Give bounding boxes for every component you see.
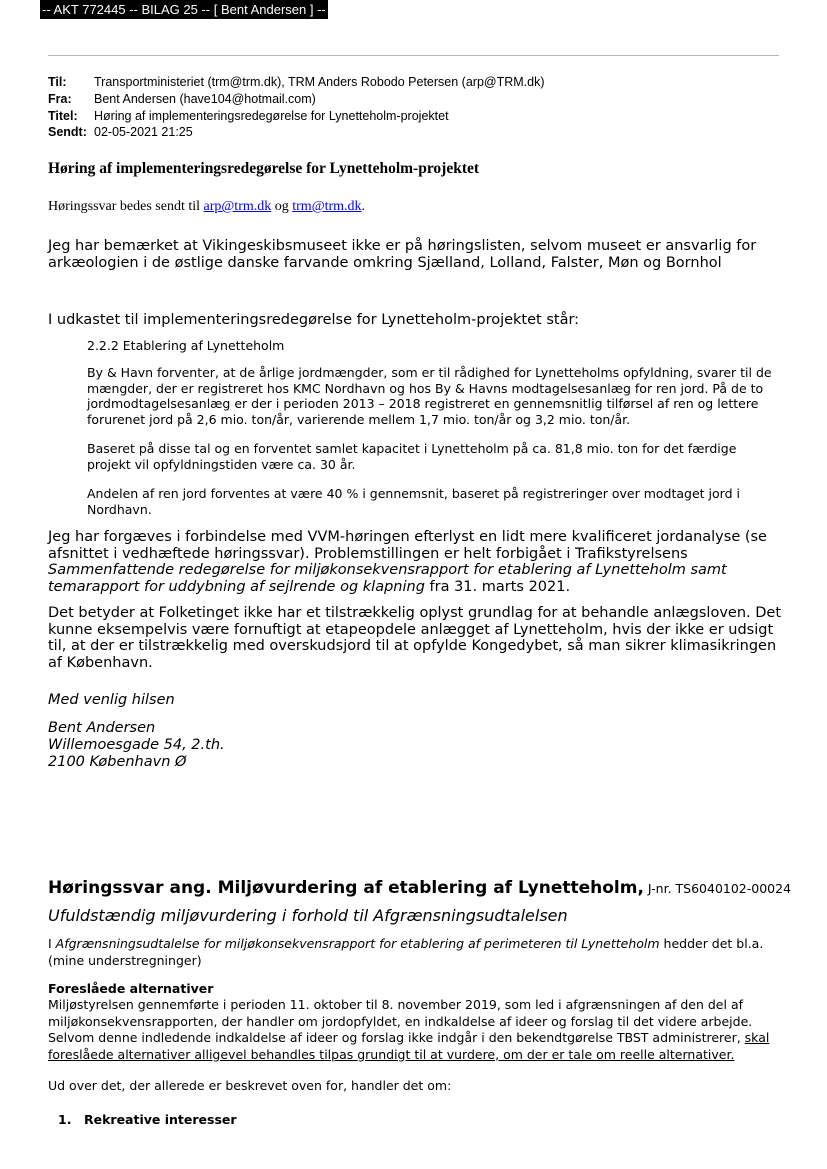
- from-value: Bent Andersen (have104@hotmail.com): [94, 92, 316, 106]
- quote-paragraph-3: Andelen af ren jord forventes at være 40 % i gennemsnit, baseret på registreringer over modtaget jord i Nordhavn.: [87, 486, 740, 517]
- quote-paragraph-2: Baseret på disse tal og en forventet samlet kapacitet i Lynetteholm på ca. 81,8 mio. ton for det færdige projekt vil opfyldningstiden være ca. 30 år.: [87, 441, 737, 472]
- request-mid: og: [271, 199, 293, 214]
- request-line: [48, 199, 365, 215]
- report-title: Sammenfattende redegørelse for miljøkonsekvensrapport for etablering af Lynetteholm samt temarapport for uddybning af sejlrende og klapning: [48, 562, 727, 595]
- header-divider: [48, 55, 779, 56]
- paragraph-soil-text-b: fra 31. marts 2021.: [424, 578, 571, 595]
- sent-value: 02-05-2021 21:25: [94, 125, 193, 139]
- signature-name: Bent Andersen: [48, 720, 156, 736]
- email-link-trm[interactable]: trm@trm.dk: [292, 199, 362, 214]
- request-prefix: Høringssvar bedes sendt til: [48, 199, 204, 214]
- paragraph-parliament: Det betyder at Folketinget ikke har et tilstrækkelig oplyst grundlag for at behandle anlægsloven. Det kunne eksempelvis være fornuftigt at etapeopdele anlægget af Lynetteholm, hvis der ikke er udsigt til, at der er tilstrækkelig med overskudsjord til at opfylde Kongedybet, så man sikrer klimasikringen af København.: [48, 605, 782, 671]
- email-link-arp[interactable]: arp@trm.dk: [203, 199, 272, 214]
- intro-suffix: hedder det bl.a. (mine understregninger): [48, 936, 764, 968]
- quote-paragraph-1: By & Havn forventer, at de årlige jordmængder, som er til rådighed for Lynetteholms opfyldning, svarer til de mængder, der er registreret hos KMC Nordhavn og hos By & Havns modtagelsesanlæg for ren jord. På de to jordmodtagelsesanlæg er der i perioden 2013 – 2018 registreret en gennemsnitlig tilførsel af ren og lettere forurenet jord på 2,6 mio. ton/år, varierende mellem 1,7 mio. ton/år og 3,2 mio. ton/år.: [87, 365, 772, 427]
- journal-number: J-nr. TS6040102-00024: [643, 881, 792, 896]
- paragraph-museum: Jeg har bemærket at Vikingeskibsmuseet ikke er på høringslisten, selvom museet er ansvarlig for arkæologien i de østlige danske farvande omkring Sjælland, Lolland, Falster, Møn og Bornhol: [48, 238, 757, 271]
- attachment-heading-text: Høringssvar ang. Miljøvurdering af etablering af Lynetteholm,: [48, 878, 644, 898]
- to-value: Transportministeriet (trm@trm.dk), TRM Anders Robodo Petersen (arp@TRM.dk): [94, 75, 545, 89]
- signature-city: 2100 København Ø: [48, 754, 187, 770]
- paragraph-draft-intro: I udkastet til implementeringsredegørelse for Lynetteholm-projektet står:: [48, 312, 580, 328]
- section-title: Foreslåede alternativer: [48, 981, 214, 996]
- paragraph-soil-text-a: Jeg har forgæves i forbindelse med VVM-høringen efterlyst en lidt mere kvalificeret jordanalyse (se afsnittet i vedhæftede høringssvar). Problemstillingen er helt forbigået i Trafikstyrelsens: [48, 529, 767, 562]
- signature-street: Willemoesgade 54, 2.th.: [48, 737, 225, 753]
- section-text: [48, 997, 783, 1063]
- request-suffix: .: [361, 199, 366, 214]
- title-label: Titel:: [48, 109, 78, 123]
- from-label: Fra:: [48, 92, 72, 106]
- greeting: Med venlig hilsen: [48, 692, 175, 708]
- intro-document-title: Afgrænsningsudtalelse for miljøkonsekvensrapport for etablering af perimeteren til Lynetteholm: [55, 936, 660, 951]
- list-item: Rekreative interesser: [84, 1112, 237, 1127]
- title-value: Høring af implementeringsredegørelse for Lynetteholm-projektet: [94, 109, 449, 123]
- quote-heading: 2.2.2 Etablering af Lynetteholm: [87, 338, 285, 353]
- document-stamp: -- AKT 772445 -- BILAG 25 -- [ Bent Andersen ] --: [42, 2, 326, 17]
- section-text-underlined: skal foreslåede alternativer alligevel behandles tilpas grundigt til at vurdere, om der er tale om reelle alternativer.: [48, 1030, 770, 1062]
- list-number: 1.: [58, 1112, 72, 1127]
- sent-label: Sendt:: [48, 125, 87, 139]
- intro-prefix: I: [48, 936, 56, 951]
- section-text-body: Miljøstyrelsen gennemførte i perioden 11. oktober til 8. november 2019, som led i afgrænsningen af den del af miljøkonsekvensrapporten, der handler om jordopfyldet, en indkaldelse af ideer og forslag til det videre arbejde. Selvom denne indledende indkaldelse af ideer og forslag ikke indgår i den bekendtgørelse TBST administrerer,: [48, 997, 753, 1045]
- email-heading: Høring af implementeringsredegørelse for Lynetteholm-projektet: [48, 160, 480, 177]
- attachment-heading: [48, 878, 791, 898]
- to-label: Til:: [48, 75, 67, 89]
- attachment-intro: [48, 936, 783, 969]
- list-lead: Ud over det, der allerede er beskrevet oven for, handler det om:: [48, 1078, 452, 1093]
- paragraph-soil-analysis: [48, 529, 783, 595]
- attachment-subheading: Ufuldstændig miljøvurdering i forhold til Afgrænsningsudtalelsen: [48, 906, 568, 925]
